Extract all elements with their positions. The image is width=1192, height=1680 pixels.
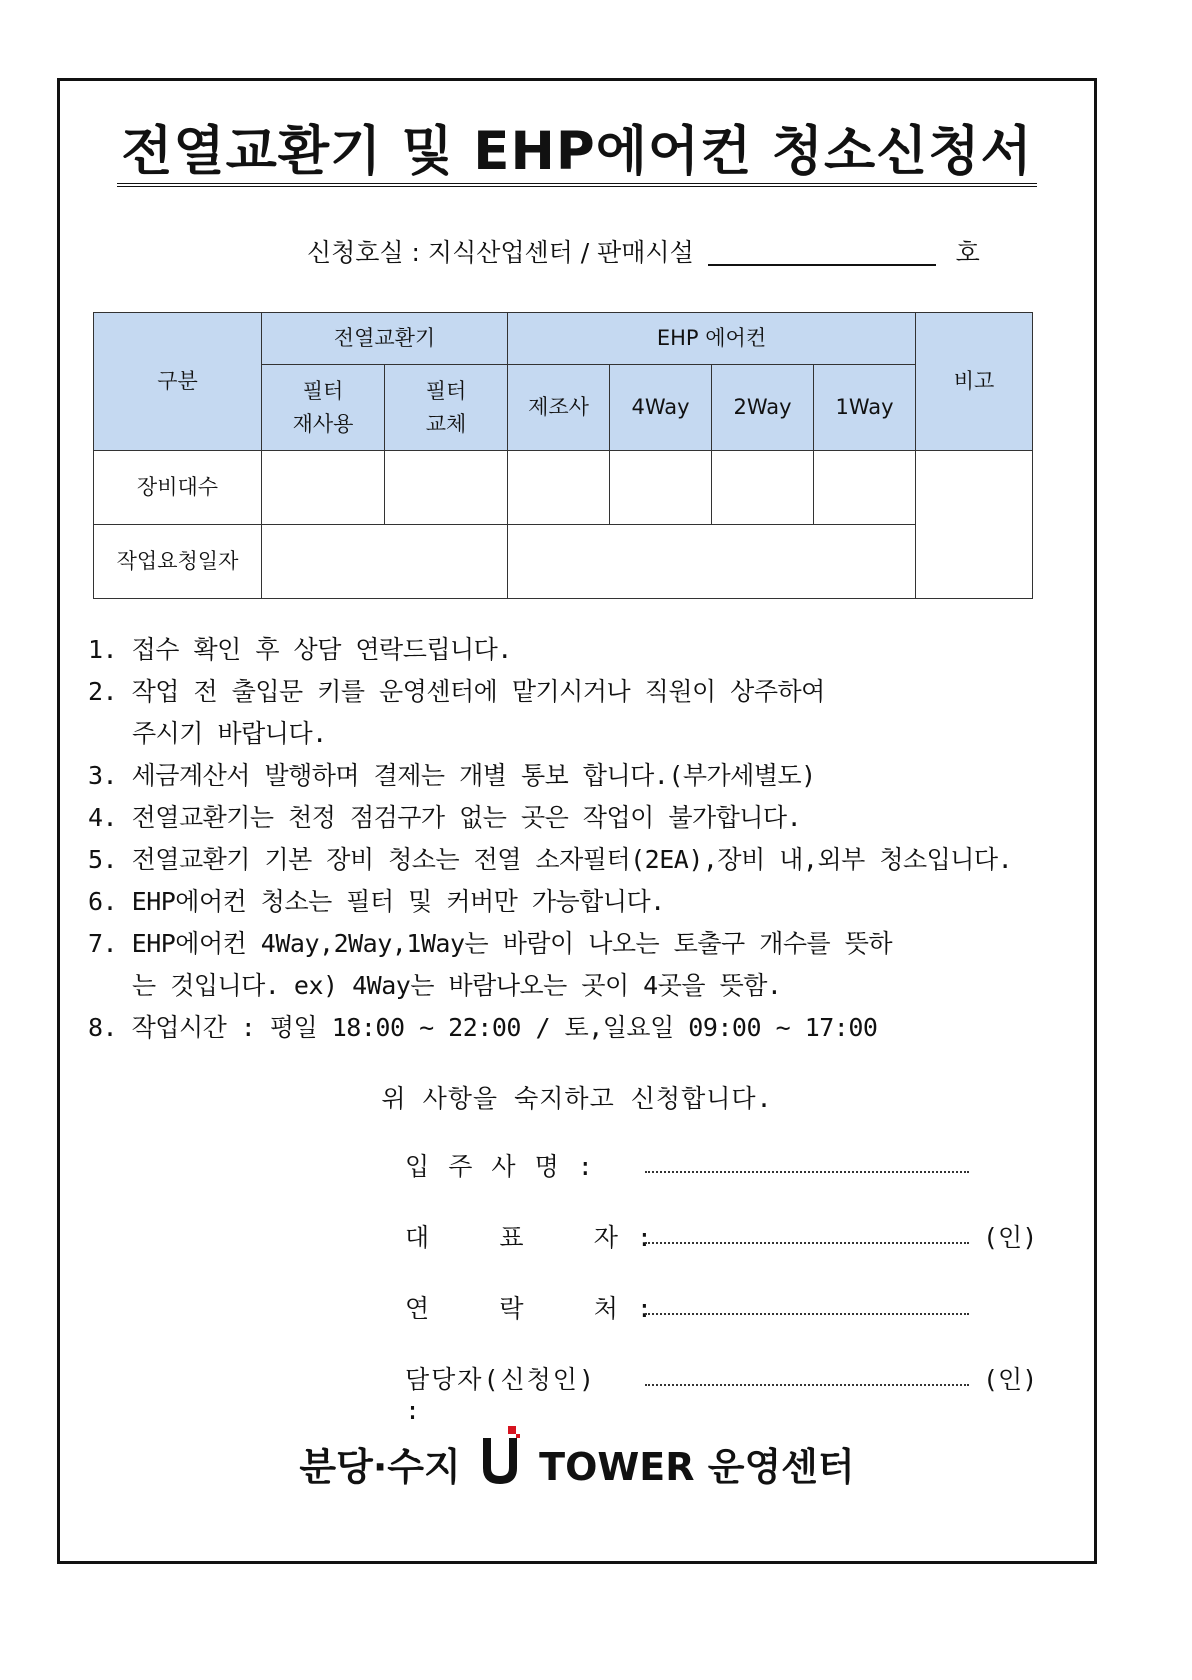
contact-label: 연 락 처 : — [405, 1294, 654, 1323]
note-item: 3. 세금계산서 발행하며 결제는 개별 통보 합니다.(부가세별도) — [88, 761, 816, 790]
logo-right-text: TOWER 운영센터 — [539, 1445, 855, 1489]
cell-remark[interactable] — [916, 451, 1033, 599]
request-table — [93, 312, 1033, 599]
note-item: 8. 작업시간 : 평일 18:00 ~ 22:00 / 토,일요일 09:00 ~ 17:00 — [88, 1013, 878, 1042]
notes-list — [88, 629, 1012, 1049]
form-frame — [57, 78, 1097, 1564]
row-label-equipment-count: 장비대수 — [94, 451, 262, 525]
note-item: 6. EHP에어컨 청소는 필터 및 커버만 가능합니다. — [88, 887, 665, 916]
ceo-label: 대 표 자 : — [405, 1223, 654, 1252]
note-item: 4. 전열교환기는 천정 점검구가 없는 곳은 작업이 불가합니다. — [88, 803, 802, 832]
sign-company-row — [405, 1147, 615, 1183]
header-1way: 1Way — [814, 365, 916, 451]
logo-left-text: 분당·수지 — [299, 1445, 461, 1489]
cell-manufacturer[interactable] — [508, 451, 610, 525]
note-item: 5. 전열교환기 기본 장비 청소는 전열 소자필터(2EA),장비 내,외부 청소입니다. — [88, 845, 1013, 874]
red-dot-icon — [516, 1434, 520, 1438]
note-item: 7. EHP에어컨 4Way,2Way,1Way는 바람이 나오는 토출구 개수를 뜻하 — [88, 929, 893, 958]
header-2way: 2Way — [712, 365, 814, 451]
header-category: 구분 — [94, 313, 262, 451]
company-label: 입 주 사 명 : — [405, 1152, 595, 1181]
cell-ehp-request-date[interactable] — [508, 525, 916, 599]
form-title-wrap — [60, 123, 1094, 187]
apply-room-label: 신청호실 : 지식산업센터 / 판매시설 — [307, 238, 694, 267]
cell-1way-count[interactable] — [814, 451, 916, 525]
apply-room-line — [307, 233, 980, 269]
agreement-statement: 위 사항을 숙지하고 신청합니다. — [381, 1084, 773, 1113]
operator-logo — [60, 1426, 1094, 1491]
note-item: 2. 작업 전 출입문 키를 운영센터에 맡기시거나 직원이 상주하여 — [88, 677, 825, 706]
u-tower-logo-mark — [480, 1426, 520, 1482]
sign-manager-row — [405, 1360, 1038, 1425]
ceo-field[interactable] — [645, 1242, 969, 1244]
header-manufacturer: 제조사 — [508, 365, 610, 451]
contact-field[interactable] — [645, 1313, 969, 1315]
row-label-request-date: 작업요청일자 — [94, 525, 262, 599]
header-filter-replace: 필터 교체 — [385, 365, 508, 451]
red-square-icon — [508, 1426, 516, 1434]
header-remark: 비고 — [916, 313, 1033, 451]
header-ehp: EHP 에어컨 — [508, 313, 916, 365]
ceo-seal: (인) — [983, 1223, 1038, 1252]
manager-seal: (인) — [983, 1365, 1038, 1394]
header-filter-reuse: 필터 재사용 — [262, 365, 385, 451]
cell-2way-count[interactable] — [712, 451, 814, 525]
room-suffix: 호 — [955, 238, 980, 267]
manager-label: 담당자(신청인) : — [405, 1365, 597, 1425]
header-4way: 4Way — [610, 365, 712, 451]
form-title: 전열교환기 및 EHP에어컨 청소신청서 — [117, 123, 1037, 187]
note-item-continued: 주시기 바랍니다. — [132, 719, 327, 748]
manager-field[interactable] — [645, 1384, 969, 1386]
note-item: 1. 접수 확인 후 상담 연락드립니다. — [88, 635, 512, 664]
cell-filter-replace-count[interactable] — [385, 451, 508, 525]
cell-4way-count[interactable] — [610, 451, 712, 525]
cell-heat-request-date[interactable] — [262, 525, 508, 599]
sign-contact-row — [405, 1289, 654, 1325]
header-heat-exchanger: 전열교환기 — [262, 313, 508, 365]
cell-filter-reuse-count[interactable] — [262, 451, 385, 525]
room-number-field[interactable] — [708, 242, 936, 266]
u-letter-icon — [480, 1426, 520, 1486]
company-field[interactable] — [645, 1171, 969, 1173]
sign-ceo-row — [405, 1218, 1038, 1254]
note-item-continued: 는 것입니다. ex) 4Way는 바람나오는 곳이 4곳을 뜻함. — [132, 971, 782, 1000]
